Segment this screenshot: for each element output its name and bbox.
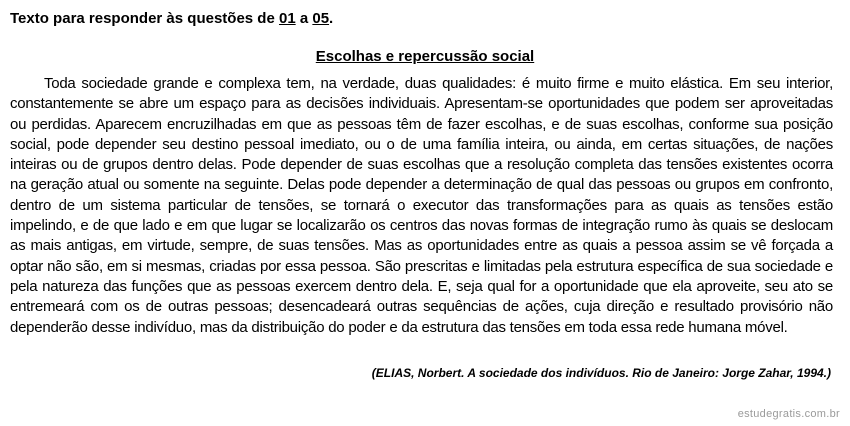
site-watermark: estudegratis.com.br — [737, 408, 840, 420]
citation: (ELIAS, Norbert. A sociedade dos indivíduos. Rio de Janeiro: Jorge Zahar, 1994.) — [371, 366, 831, 380]
heading-first-question: 01 — [278, 10, 296, 27]
text-title: Escolhas e repercussão social — [315, 48, 535, 65]
heading-last-question: 05 — [312, 10, 330, 27]
heading-prefix: Texto para responder às questões de — [10, 10, 279, 27]
heading-suffix: . — [329, 10, 334, 27]
instructions-heading — [10, 10, 333, 27]
body-paragraph: Toda sociedade grande e complexa tem, na verdade, duas qualidades: é muito firme e muito elástica. Em seu interior, constantemente se abre um espaço para as decisões individuais. Apresentam-se oportunidades que podem ser aproveitadas ou perdidas. Aparecem encruzilhadas em que as pessoas têm de fazer escolhas, e de suas escolhas, conforme sua posição social, pode depender seu destino pessoal imediato, ou o de uma família inteira, ou ainda, em certas situações, de nações inteiras ou de grupos dentro delas. Pode depender de suas escolhas que a resolução completa das tensões existentes ocorra na geração atual ou somente na seguinte. Delas pode depender a determinação de qual das pessoas ou grupos em confronto, dentro de um sistema particular de tensões, se tornará o executor das transformações para as quais as tensões estão impelindo, e de que lado e em que lugar se localizarão os centros das novas formas de integração rumo às quais se deslocam as mais antigas, em virtude, sempre, de suas tensões. Mas as oportunidades entre as quais a pessoa assim se vê forçada a optar não são, em si mesmas, criadas por essa pessoa. São prescritas e limitadas pela estrutura específica de sua sociedade e pela natureza das funções que as pessoas exercem dentro dela. E, seja qual for a oportunidade que ela aproveite, seu ato se entremeará com os de outras pessoas; desencadeará outras sequências de ações, cuja direção e resultado provisório não dependerão desse indivíduo, mas da distribuição do poder e da estrutura das tensões em toda essa rede humana móvel. — [10, 75, 833, 336]
heading-connector: a — [295, 10, 313, 27]
